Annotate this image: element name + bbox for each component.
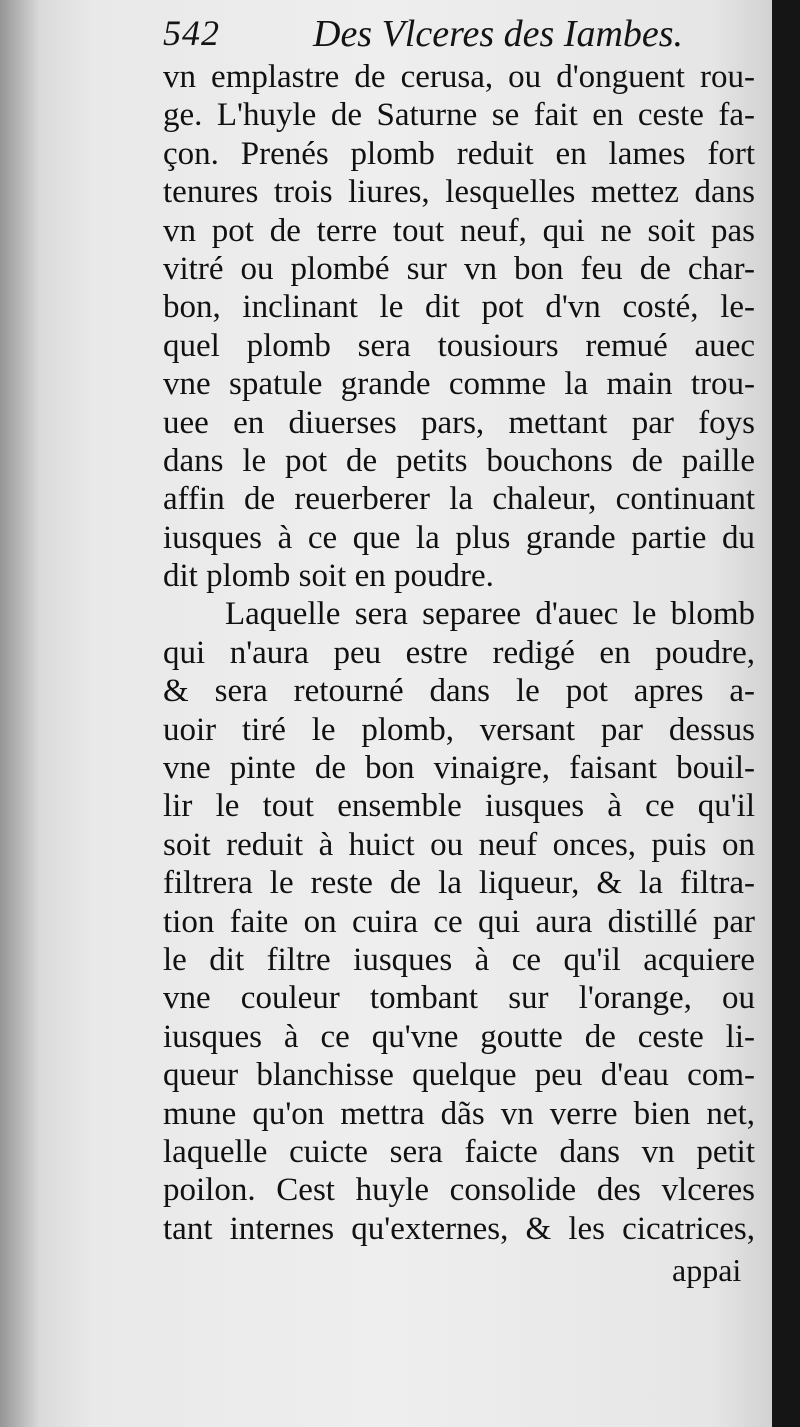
text-line: le dit filtre iusques à ce qu'il acquiere [163, 941, 755, 978]
text-line: filtrera le reste de la liqueur, & la filtra- [163, 865, 755, 902]
text-line: uee en diuerses pars, mettant par foys [163, 404, 755, 441]
text-line: çon. Prenés plomb reduit en lames fort [163, 135, 755, 172]
text-line: soit reduit à huict ou neuf onces, puis on [163, 826, 755, 863]
text-line: vne couleur tombant sur l'orange, ou [163, 980, 755, 1017]
gutter-shadow [0, 0, 40, 1427]
text-line: dans le pot de petits bouchons de paille [163, 442, 755, 479]
page-number: 542 [163, 13, 220, 53]
text-line: affin de reuerberer la chaleur, continuant [163, 481, 755, 518]
text-line: dit plomb soit en poudre. [163, 558, 494, 595]
text-line: ge. L'huyle de Saturne se fait en ceste fa- [163, 97, 755, 134]
paragraph-first-line: Laquelle sera separee d'auec le blomb [225, 596, 755, 633]
running-title: Des Vlceres des Iambes. [313, 13, 684, 55]
text-line: tion faite on cuira ce qui aura distillé par [163, 903, 755, 940]
text-line: tenures trois liures, lesquelles mettez dans [163, 174, 755, 211]
text-line: vne pinte de bon vinaigre, faisant bouil- [163, 750, 755, 787]
text-line: iusques à ce que la plus grande partie du [163, 519, 755, 556]
text-line: vn pot de terre tout neuf, qui ne soit pas [163, 212, 755, 249]
page-header [163, 10, 738, 54]
text-line: qui n'aura peu estre redigé en poudre, [163, 634, 755, 671]
text-line: bon, inclinant le dit pot d'vn costé, le- [163, 289, 755, 326]
text-line: laquelle cuicte sera faicte dans vn petit [163, 1133, 755, 1170]
text-line: quel plomb sera tousiours remué auec [163, 327, 755, 364]
text-line: vne spatule grande comme la main trou- [163, 366, 755, 403]
text-line: tant internes qu'externes, & les cicatrices, [163, 1210, 755, 1247]
text-line: queur blanchisse quelque peu d'eau com- [163, 1057, 755, 1094]
text-line: uoir tiré le plomb, versant par dessus [163, 711, 755, 748]
text-line: iusques à ce qu'vne goutte de ceste li- [163, 1018, 755, 1055]
body-text [163, 58, 755, 1248]
text-line: & sera retourné dans le pot apres a- [163, 673, 755, 710]
page-edge [772, 0, 800, 1427]
catchword: appai [672, 1252, 742, 1288]
text-line: mune qu'on mettra dãs vn verre bien net, [163, 1095, 755, 1132]
text-line: poilon. Cest huyle consolide des vlceres [163, 1172, 755, 1209]
text-line: vitré ou plombé sur vn bon feu de char- [163, 250, 755, 287]
text-line: lir le tout ensemble iusques à ce qu'il [163, 788, 755, 825]
text-line: vn emplastre de cerusa, ou d'onguent rou- [163, 59, 755, 95]
